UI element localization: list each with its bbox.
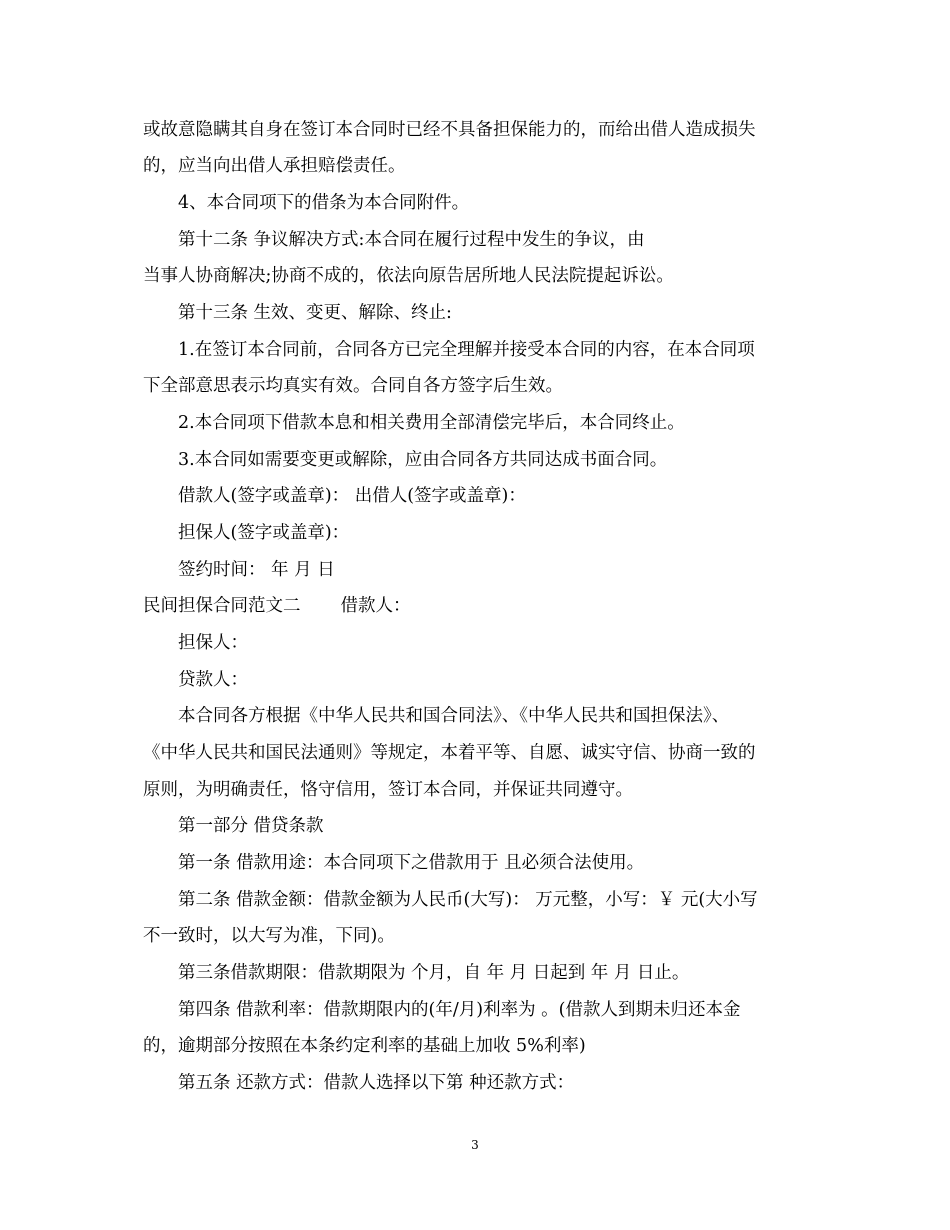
text-line: 当事人协商解决;协商不成的，依法向原告居所地人民法院提起诉讼。	[143, 266, 674, 286]
text-line: 或故意隐瞒其自身在签订本合同时已经不具备担保能力的，而给出借人造成损失	[143, 120, 756, 140]
text-line: 《中华人民共和国民法通则》等规定，本着平等、自愿、诚实守信、协商一致的	[143, 743, 756, 763]
section-heading-line	[143, 594, 823, 618]
text-line: 第二条 借款金额：借款金额为人民币(大写)： 万元整，小写：￥ 元(大小写	[178, 890, 758, 910]
text-line: 的，逾期部分按照在本条约定利率的基础上加收 5%利率)	[143, 1036, 586, 1056]
text-line: 贷款人：	[178, 670, 248, 690]
signing-date-line: 签约时间： 年 月 日	[178, 560, 335, 580]
text-line: 第四条 借款利率：借款期限内的(年/月)利率为 。(借款人到期未归还本金	[178, 1000, 741, 1020]
text-line: 1.在签订本合同前，合同各方已完全理解并接受本合同的内容，在本合同项	[178, 340, 755, 360]
text-line: 不一致时，以大写为准，下同)。	[143, 926, 395, 946]
text-line: 第十三条 生效、变更、解除、终止:	[178, 303, 452, 323]
text-line: 2.本合同项下借款本息和相关费用全部清偿完毕后，本合同终止。	[178, 413, 685, 433]
signature-line: 借款人(签字或盖章)： 出借人(签字或盖章)：	[178, 486, 526, 506]
text-line: 第三条借款期限：借款期限为 个月，自 年 月 日起到 年 月 日止。	[178, 963, 690, 983]
text-line: 第一部分 借贷条款	[178, 816, 324, 836]
text-line: 担保人：	[178, 633, 248, 653]
text-line: 第十二条 争议解决方式:本合同在履行过程中发生的争议，由	[178, 230, 645, 250]
signature-line: 担保人(签字或盖章)：	[178, 523, 350, 543]
party-label: 借款人：	[340, 596, 411, 616]
section-heading: 民间担保合同范文二	[143, 596, 301, 616]
text-line: 本合同各方根据《中华人民共和国合同法》、《中华人民共和国担保法》、	[178, 706, 730, 726]
page-number: 3	[471, 1138, 479, 1152]
text-line: 的，应当向出借人承担赔偿责任。	[143, 156, 406, 176]
text-line: 3.本合同如需要变更或解除，应由合同各方共同达成书面合同。	[178, 450, 668, 470]
text-line: 第五条 还款方式：借款人选择以下第 种还款方式：	[178, 1073, 575, 1093]
text-line: 下全部意思表示均真实有效。合同自各方签字后生效。	[143, 376, 563, 396]
text-line: 第一条 借款用途：本合同项下之借款用于 且必须合法使用。	[178, 853, 645, 873]
text-line: 4、本合同项下的借条为本合同附件。	[178, 193, 470, 213]
text-line: 原则，为明确责任，恪守信用，签订本合同，并保证共同遵守。	[143, 780, 633, 800]
